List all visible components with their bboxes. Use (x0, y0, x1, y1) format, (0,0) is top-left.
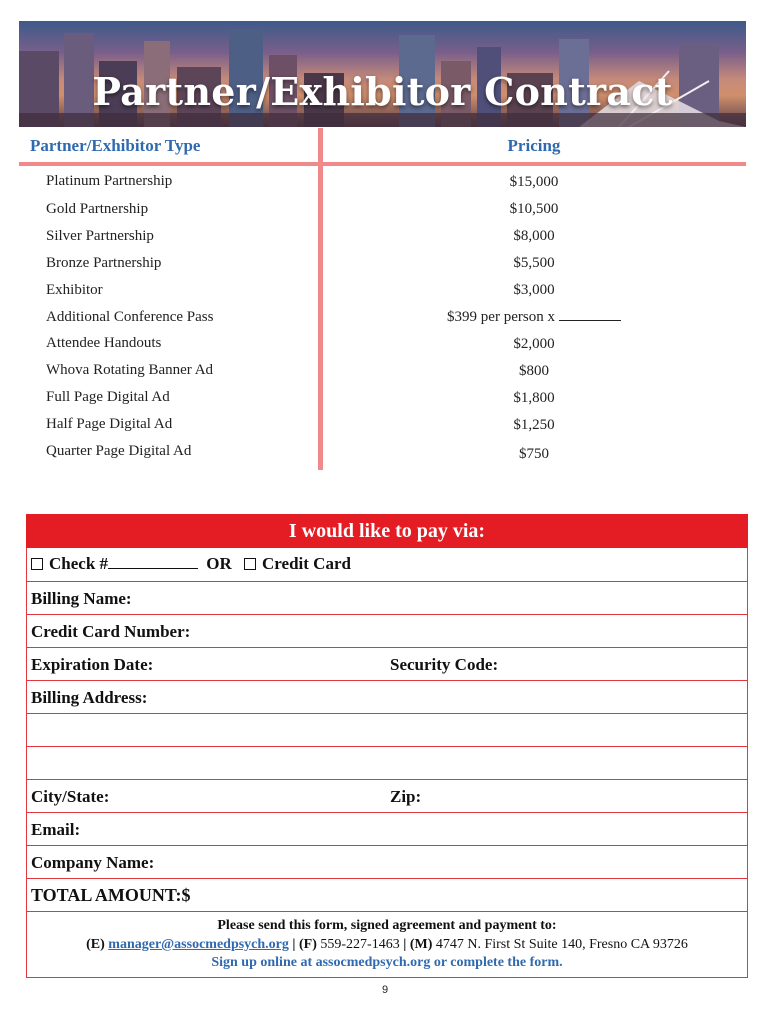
table-row-type: Additional Conference Pass (46, 309, 214, 325)
table-row-type: Exhibitor (46, 282, 103, 298)
table-row-price: $2,000 (513, 336, 555, 352)
table-column-divider (318, 128, 323, 470)
billing-name-label: Billing Name: (31, 589, 132, 608)
table-row-type: Half Page Digital Ad (46, 416, 173, 432)
conference-pass-price: $399 per person x (447, 309, 555, 325)
check-label: Check # (49, 554, 109, 573)
zip-label: Zip: (390, 787, 422, 806)
table-row-type: Quarter Page Digital Ad (46, 443, 192, 459)
table-row-type: Whova Rotating Banner Ad (46, 362, 214, 378)
table-row-type: Bronze Partnership (46, 255, 162, 271)
company-name-label: Company Name: (31, 853, 155, 872)
form-row (26, 813, 748, 846)
table-row-price: $10,500 (509, 201, 559, 217)
page-number: 9 (381, 984, 389, 996)
security-code-label: Security Code: (390, 655, 499, 674)
table-row-price: $1,250 (513, 417, 555, 433)
table-row-type: Attendee Handouts (46, 335, 162, 351)
fax-number: 559-227-1463 (320, 937, 400, 952)
email-prefix: (E) (86, 937, 105, 952)
billing-address-line-2[interactable] (26, 714, 748, 747)
table-row-price: $8,000 (513, 228, 555, 244)
mailing-address: 4747 N. First St Suite 140, Fresno CA 93726 (435, 937, 688, 952)
table-row-price: $15,000 (509, 174, 559, 190)
or-label: OR (206, 554, 232, 573)
table-row-price: $800 (519, 363, 549, 379)
page-title: Partner/Exhibitor Contract (92, 69, 673, 114)
footer-contact-line: (E) manager@assocmedpsych.org | (F) 559-227-1463 | (M) 4747 N. First St Suite 140, Fresno CA 93726 (86, 937, 688, 952)
credit-card-checkbox[interactable] (244, 558, 256, 570)
form-row (26, 582, 748, 615)
credit-card-label: Credit Card (262, 554, 351, 573)
quantity-blank[interactable] (559, 320, 621, 321)
table-row-price: $3,000 (513, 282, 555, 298)
table-header-divider (19, 162, 746, 166)
city-state-label: City/State: (31, 787, 110, 806)
pricing-column-header: Pricing (507, 136, 561, 155)
header-banner (19, 21, 746, 127)
email-link[interactable]: manager@assocmedpsych.org (108, 937, 289, 952)
mail-prefix: (M) (409, 937, 433, 952)
footer-instruction: Please send this form, signed agreement and payment to: (217, 918, 557, 933)
table-row-type: Gold Partnership (46, 201, 149, 217)
check-checkbox[interactable] (31, 558, 43, 570)
table-row-price: $1,800 (513, 390, 555, 406)
payment-method-row (31, 554, 351, 574)
table-row-price: $750 (519, 446, 549, 462)
type-column-header: Partner/Exhibitor Type (30, 136, 201, 155)
billing-address-line-3[interactable] (26, 747, 748, 780)
table-row-type: Platinum Partnership (46, 173, 173, 189)
form-row (26, 780, 748, 813)
expiration-date-label: Expiration Date: (31, 655, 154, 674)
signup-text: Sign up online at assocmedpsych.org or complete the form. (211, 955, 563, 970)
table-row-type: Silver Partnership (46, 228, 154, 244)
fax-prefix: (F) (299, 937, 317, 952)
payment-form-heading: I would like to pay via: (26, 514, 748, 548)
table-row-price-with-blank (420, 309, 648, 326)
table-row-type: Full Page Digital Ad (46, 389, 170, 405)
email-label: Email: (31, 820, 81, 839)
table-row-price: $5,500 (513, 255, 555, 271)
check-number-field[interactable] (108, 568, 198, 569)
billing-address-label: Billing Address: (31, 688, 148, 707)
credit-card-number-label: Credit Card Number: (31, 622, 191, 641)
total-amount-label: TOTAL AMOUNT:$ (31, 885, 191, 905)
